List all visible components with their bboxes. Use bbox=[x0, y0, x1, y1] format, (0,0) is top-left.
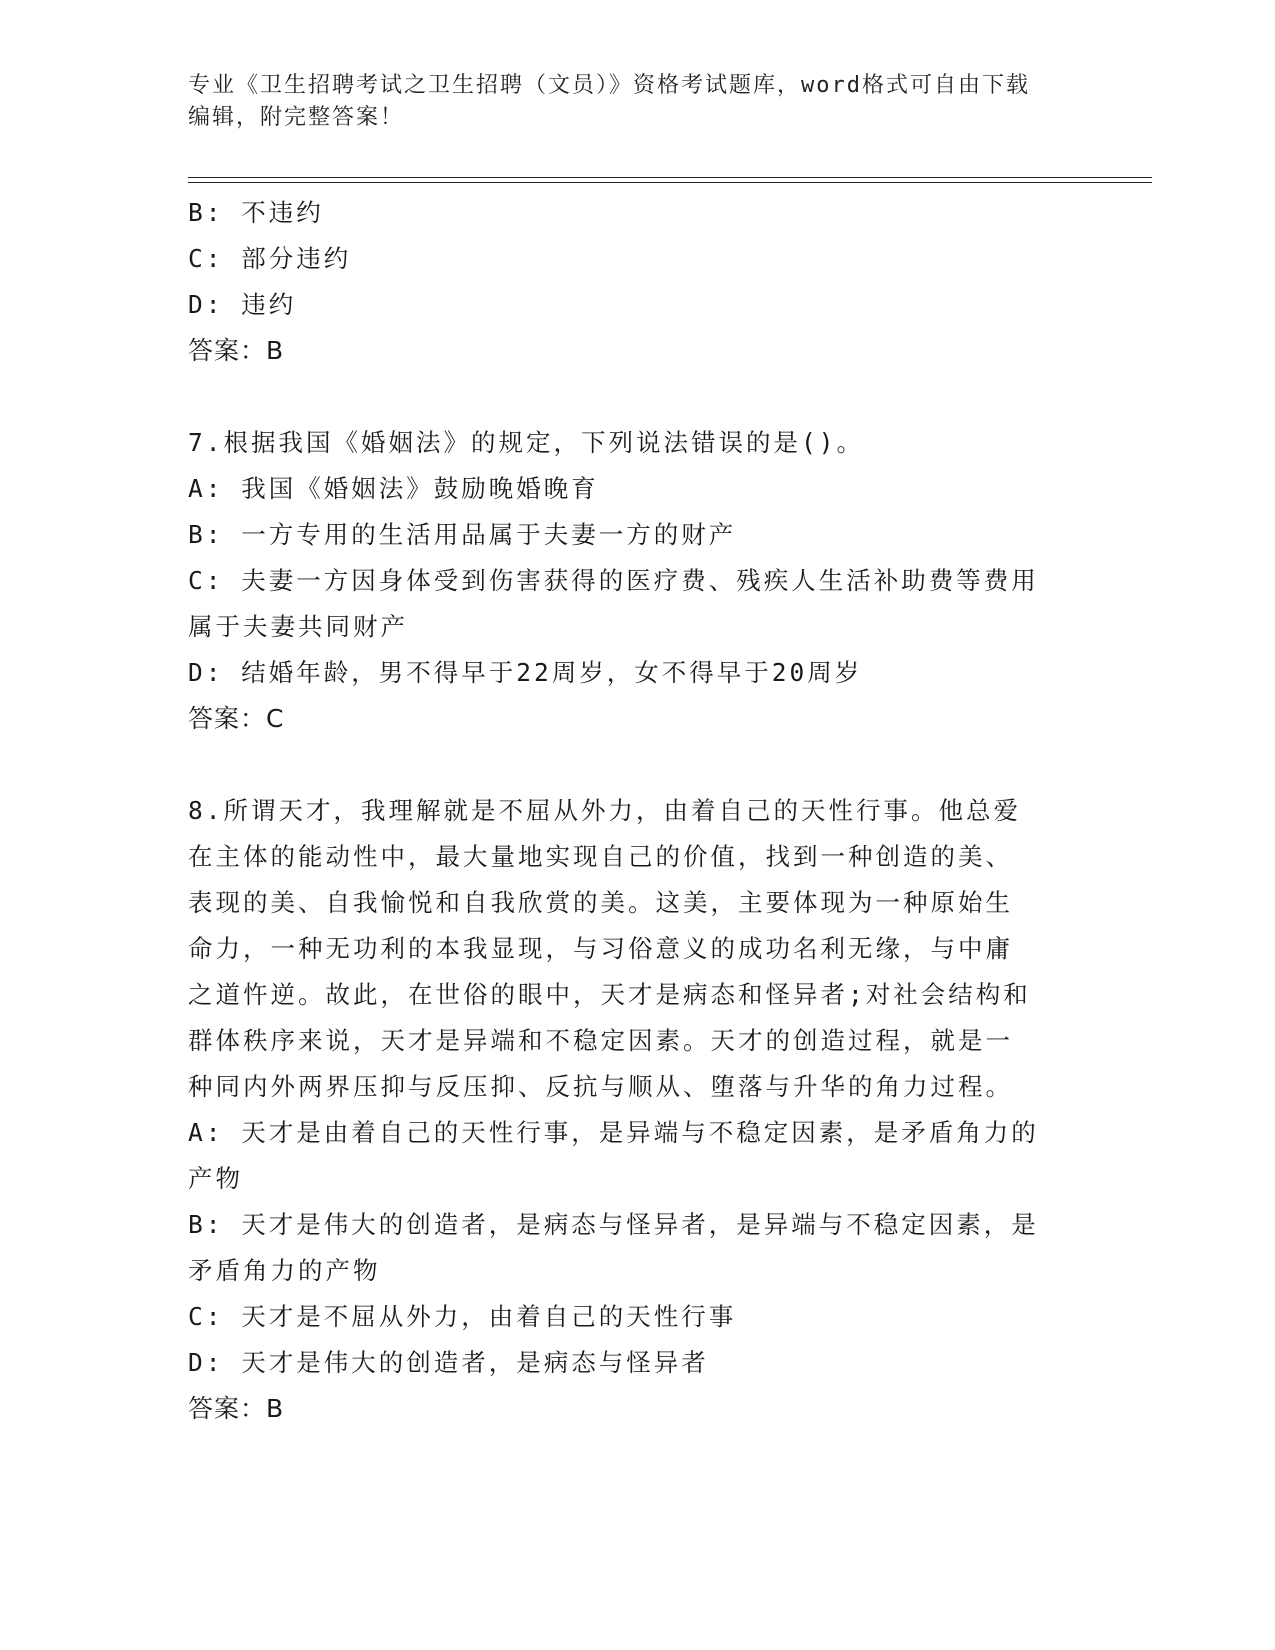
option-b-line-1: B: 天才是伟大的创造者，是病态与怪异者，是异端与不稳定因素，是 bbox=[188, 1210, 1039, 1239]
option-c-line-2: 属于夫妻共同财产 bbox=[188, 612, 408, 641]
question-7 bbox=[188, 420, 1088, 742]
question-8 bbox=[188, 788, 1088, 1432]
option-d: D: 违约 bbox=[188, 290, 297, 319]
option-a-line-1: A: 天才是由着自己的天性行事，是异端与不稳定因素，是矛盾角力的 bbox=[188, 1118, 1039, 1147]
header-line-1: 专业《卫生招聘考试之卫生招聘（文员）》资格考试题库，word格式可自由下载 bbox=[188, 73, 1030, 98]
question-stem: 7.根据我国《婚姻法》的规定，下列说法错误的是()。 bbox=[188, 428, 864, 457]
option-a: A: 我国《婚姻法》鼓励晚婚晚育 bbox=[188, 474, 599, 503]
option-d: D: 天才是伟大的创造者，是病态与怪异者 bbox=[188, 1348, 709, 1377]
option-a-line-2: 产物 bbox=[188, 1164, 243, 1193]
question-stem-line: 种同内外两界压抑与反压抑、反抗与顺从、堕落与升华的角力过程。 bbox=[188, 1072, 1013, 1101]
question-stem-line: 群体秩序来说，天才是异端和不稳定因素。天才的创造过程，就是一 bbox=[188, 1026, 1013, 1055]
question-stem-line: 命力，一种无功利的本我显现，与习俗意义的成功名利无缘，与中庸 bbox=[188, 934, 1013, 963]
question-stem-line: 8.所谓天才，我理解就是不屈从外力，由着自己的天性行事。他总爱 bbox=[188, 796, 1021, 825]
spacer bbox=[188, 374, 1088, 420]
document-header bbox=[188, 70, 1088, 134]
answer: 答案：C bbox=[188, 704, 285, 733]
option-d: D: 结婚年龄，男不得早于22周岁，女不得早于20周岁 bbox=[188, 658, 863, 687]
spacer bbox=[188, 742, 1088, 788]
document-body bbox=[188, 190, 1088, 1432]
option-b-line-2: 矛盾角力的产物 bbox=[188, 1256, 381, 1285]
answer: 答案：B bbox=[188, 336, 285, 365]
question-stem-line: 之道忤逆。故此，在世俗的眼中，天才是病态和怪异者;对社会结构和 bbox=[188, 980, 1031, 1009]
header-divider-bottom bbox=[188, 182, 1152, 183]
answer: 答案：B bbox=[188, 1394, 285, 1423]
question-6-tail bbox=[188, 190, 1088, 374]
option-b: B: 不违约 bbox=[188, 198, 324, 227]
option-c: C: 天才是不屈从外力，由着自己的天性行事 bbox=[188, 1302, 737, 1331]
option-b: B: 一方专用的生活用品属于夫妻一方的财产 bbox=[188, 520, 737, 549]
option-c: C: 部分违约 bbox=[188, 244, 352, 273]
header-line-2: 编辑，附完整答案！ bbox=[188, 105, 405, 130]
question-stem-line: 在主体的能动性中，最大量地实现自己的价值，找到一种创造的美、 bbox=[188, 842, 1013, 871]
header-divider-top bbox=[188, 177, 1152, 178]
question-stem-line: 表现的美、自我愉悦和自我欣赏的美。这美，主要体现为一种原始生 bbox=[188, 888, 1013, 917]
option-c-line-1: C: 夫妻一方因身体受到伤害获得的医疗费、残疾人生活补助费等费用 bbox=[188, 566, 1039, 595]
